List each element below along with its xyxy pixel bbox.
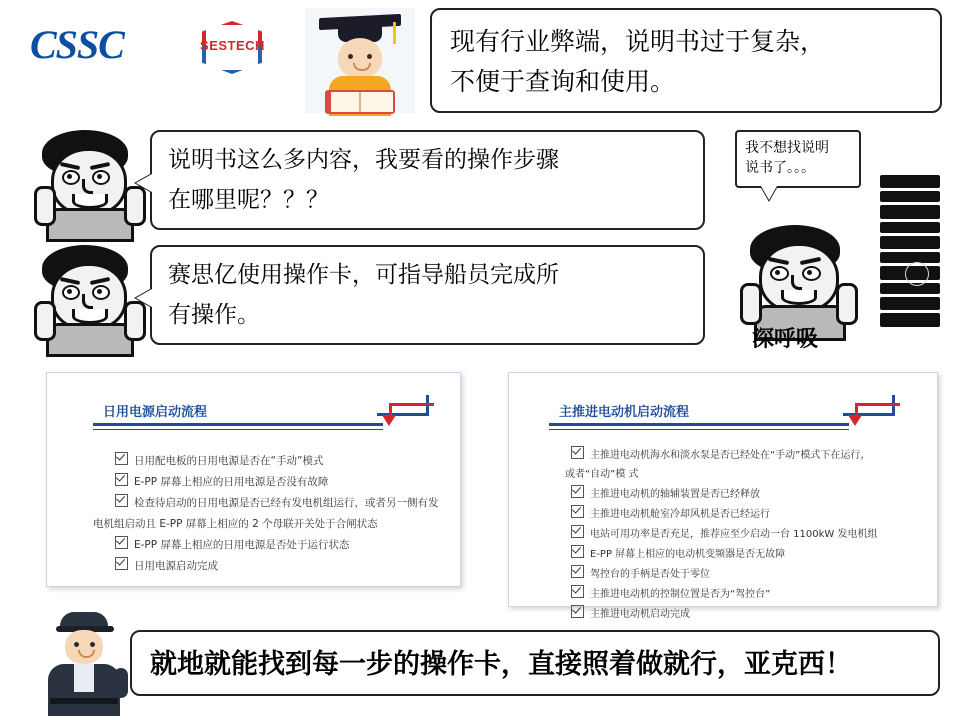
book-item — [880, 236, 940, 249]
crew-eye-left — [74, 642, 79, 647]
list-item — [571, 524, 878, 544]
student-eye-left — [348, 54, 353, 59]
list-item — [115, 493, 439, 514]
meme-arm-left — [34, 186, 56, 226]
book-item — [880, 313, 940, 327]
list-item-text: 电机组启动且 E-PP 屏幕上相应的 2 个母联开关处于合闸状态 — [93, 518, 378, 530]
list-item-text: 主推进电动机的轴辅装置是否已经释放 — [590, 489, 760, 500]
operation-card-main-propulsion[interactable] — [508, 372, 938, 620]
checkbox-icon[interactable] — [571, 565, 584, 578]
bubble-solution-line2: 有操作。 — [168, 302, 260, 328]
card-arrow-red-head — [382, 415, 396, 426]
list-item-text: 检查待启动的日用电源是否已经有发电机组运行，或者另一侧有发 — [134, 497, 439, 509]
meme-mouth — [72, 194, 108, 209]
list-item — [115, 472, 439, 493]
list-item-text: E-PP 屏幕上相应的日用电源是否没有故障 — [134, 476, 329, 488]
bubble-complaint — [150, 130, 705, 230]
meme-pupil-right — [97, 174, 102, 179]
frustrated-man-illustration-2 — [32, 245, 144, 350]
list-item — [115, 451, 439, 472]
crew-head — [65, 630, 103, 664]
list-item-text: E-PP 屏幕上相应的日用电源是否处于运行状态 — [134, 539, 350, 551]
list-item — [571, 604, 878, 624]
operation-card-main-propulsion-title: 主推进电动机启动流程 — [559, 405, 690, 420]
frustrated-man-illustration-3 — [738, 225, 856, 337]
meme-pupil-left — [67, 289, 72, 294]
card-arrow-graphic — [843, 391, 913, 433]
graduation-cap-tassel — [393, 22, 396, 44]
bubble-dont-want-manual-line1: 我不想找说明 — [745, 140, 829, 156]
meme-arm-right — [124, 186, 146, 226]
book-item — [880, 283, 940, 294]
book-item — [880, 222, 940, 233]
list-item-text: 主推进电动机启动完成 — [590, 609, 690, 620]
list-item-text: 主推进电动机的控制位置是否为“驾控台” — [590, 589, 771, 600]
list-item-continuation — [565, 465, 878, 484]
open-book-spine — [359, 92, 361, 112]
crew-shirt — [74, 664, 94, 692]
sestech-mark — [180, 18, 285, 76]
operation-card-daily-power-list — [93, 451, 439, 577]
list-item — [571, 544, 878, 564]
bubble-industry-problem-line1: 现有行业弊端，说明书过于复杂， — [450, 27, 826, 56]
checkbox-icon[interactable] — [115, 557, 128, 570]
checkbox-icon[interactable] — [571, 525, 584, 538]
bubble-conclusion-text: 就地就能找到每一步的操作卡，直接照着做就行，亚克西！ — [150, 649, 852, 680]
checkbox-icon[interactable] — [571, 585, 584, 598]
bubble-solution — [150, 245, 705, 345]
list-item-text: 日用电源启动完成 — [134, 560, 218, 572]
card-rule-bottom — [93, 429, 383, 430]
meme-arm-left — [34, 301, 56, 341]
list-item — [571, 445, 878, 465]
graduate-reading-illustration — [305, 8, 415, 113]
checkbox-icon[interactable] — [115, 536, 128, 549]
meme-arm-left — [740, 283, 762, 325]
book-item — [880, 297, 940, 310]
operation-card-daily-power-title: 日用电源启动流程 — [103, 405, 208, 420]
meme-body — [46, 323, 134, 357]
bubble-industry-problem-line2: 不便于查询和使用。 — [450, 67, 676, 96]
checkbox-icon[interactable] — [571, 485, 584, 498]
list-item-text: E-PP 屏幕上相应的电动机变频器是否无故障 — [590, 549, 786, 560]
list-item — [115, 535, 439, 556]
meme-body — [46, 208, 134, 242]
meme-arm-right — [124, 301, 146, 341]
bubble-industry-problem — [430, 8, 942, 113]
checkbox-icon[interactable] — [115, 494, 128, 507]
list-item — [571, 584, 878, 604]
meme-arm-right — [836, 283, 858, 325]
cssc-logo: CSSC — [30, 22, 124, 67]
deep-breath-label: 深呼吸 — [752, 327, 819, 352]
meme-mouth — [72, 309, 108, 324]
list-item-text: 日用配电板的日用电源是否在“手动”模式 — [134, 455, 324, 467]
meme-nose — [82, 179, 93, 194]
list-item-text: 驾控台的手柄是否处于零位 — [590, 569, 710, 580]
book-item — [880, 205, 940, 219]
crew-belt — [50, 698, 118, 704]
book-stack-illustration — [880, 175, 940, 330]
student-eye-right — [367, 54, 372, 59]
crew-member-illustration — [38, 610, 130, 716]
meme-nose — [82, 294, 93, 309]
list-item — [115, 556, 439, 577]
meme-pupil-right — [807, 270, 812, 275]
sestech-logo — [180, 18, 285, 76]
bubble-complaint-line2: 在哪里呢？？？ — [168, 187, 329, 213]
watermark-circle — [905, 262, 929, 286]
bubble-complaint-line1: 说明书这么多内容，我要看的操作步骤 — [168, 147, 559, 173]
meme-pupil-left — [775, 270, 780, 275]
operation-card-main-propulsion-list — [565, 445, 878, 624]
bubble-dont-want-manual — [735, 130, 861, 188]
meme-nose — [791, 275, 802, 290]
checkbox-icon[interactable] — [571, 446, 584, 459]
list-item-text: 主推进电动机海水和淡水泵是否已经处在“手动”模式下在运行， — [590, 450, 871, 461]
student-head — [338, 38, 382, 78]
list-item — [571, 564, 878, 584]
bubble-dont-want-manual-line2: 说书了。。。 — [745, 160, 815, 176]
list-item — [571, 484, 878, 504]
list-item-continuation — [93, 514, 439, 535]
meme-pupil-left — [67, 174, 72, 179]
checkbox-icon[interactable] — [571, 545, 584, 558]
list-item-text: 电站可用功率是否充足，推荐应至少启动一台 1100kW 发电机组 — [590, 529, 878, 540]
list-item-text: 主推进电动机舱室冷却风机是否已经运行 — [590, 509, 770, 520]
book-item — [880, 191, 940, 202]
operation-card-daily-power[interactable] — [46, 372, 461, 587]
crew-arm-right — [114, 668, 128, 698]
card-rule-bottom — [549, 429, 849, 430]
list-item-text: 或者“自动”模 式 — [565, 469, 639, 480]
card-arrow-red-head — [848, 415, 862, 426]
list-item — [571, 504, 878, 524]
meme-pupil-right — [97, 289, 102, 294]
sestech-wordmark: SESTECH — [200, 38, 265, 53]
card-arrow-red — [855, 403, 900, 406]
checkbox-icon[interactable] — [115, 452, 128, 465]
card-rule-top — [549, 423, 849, 426]
checkbox-icon[interactable] — [115, 473, 128, 486]
checkbox-icon[interactable] — [571, 605, 584, 618]
card-arrow-graphic — [377, 391, 447, 433]
book-item — [880, 175, 940, 188]
card-arrow-red — [389, 403, 434, 406]
meme-mouth — [781, 290, 817, 305]
crew-eye-right — [90, 642, 95, 647]
bubble-conclusion — [130, 630, 940, 696]
card-rule-top — [93, 423, 383, 426]
book-item — [880, 252, 940, 263]
frustrated-man-illustration-1 — [32, 130, 144, 235]
bubble-solution-line1: 赛思亿使用操作卡，可指导船员完成所 — [168, 262, 559, 288]
open-book-pages — [329, 92, 395, 112]
checkbox-icon[interactable] — [571, 505, 584, 518]
